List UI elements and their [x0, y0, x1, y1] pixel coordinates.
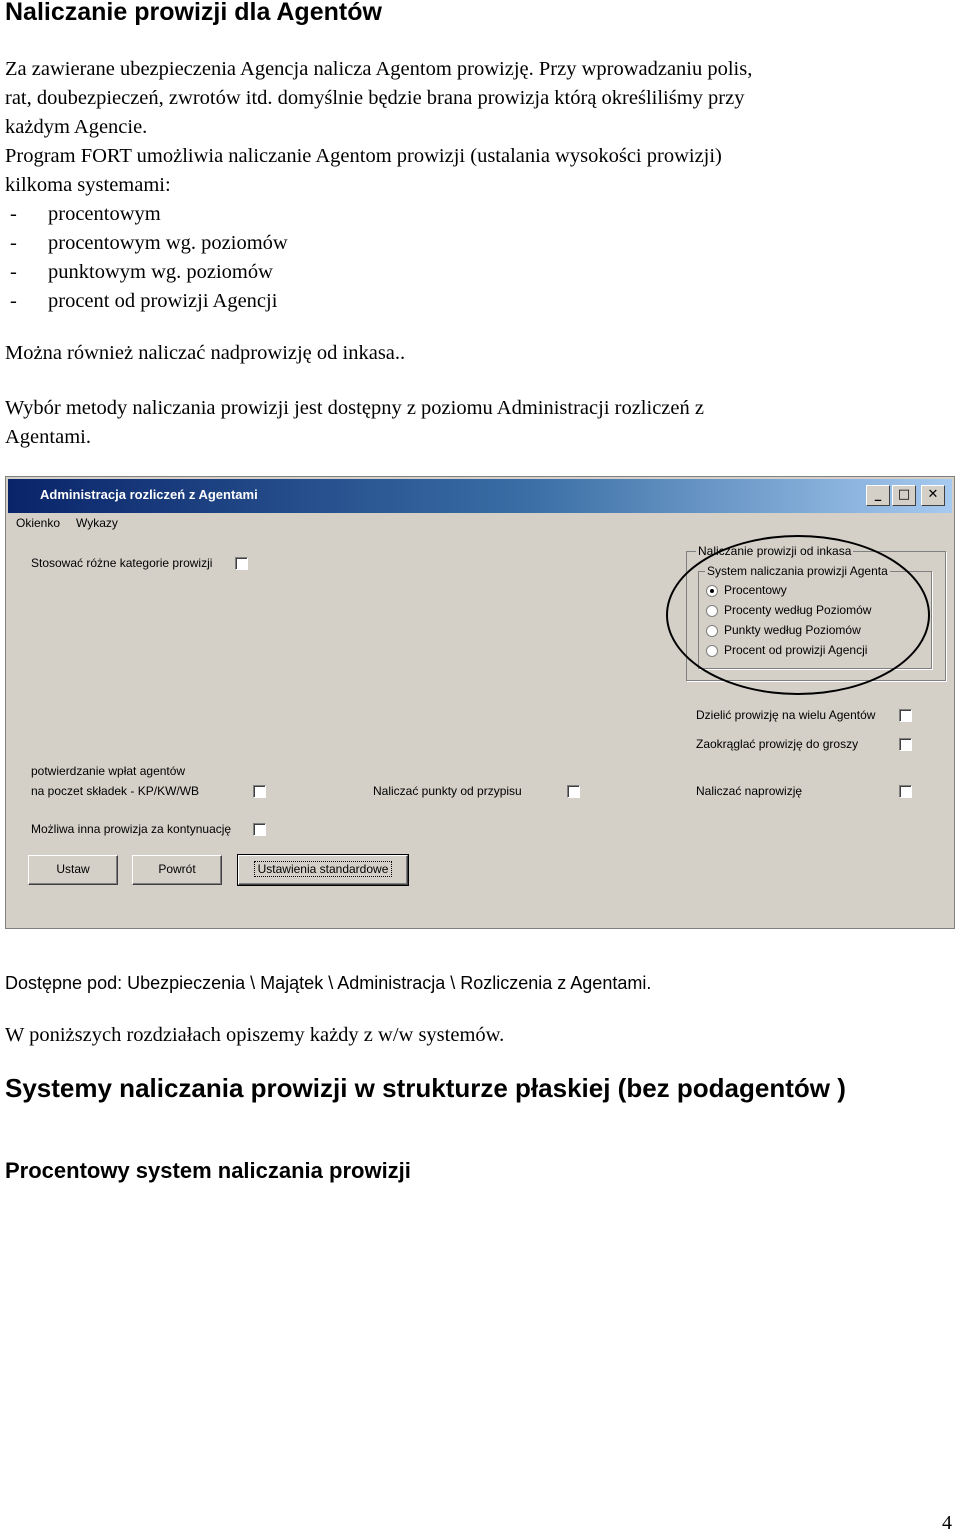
- list-dash: -: [10, 261, 17, 283]
- list-item: [0, 258, 600, 287]
- method-choice-line: Wybór metody naliczania prowizji jest dostępny z poziomu Administracji rozliczeń z: [5, 397, 704, 419]
- describe-note: W poniższych rozdziałach opiszemy każdy z w/w systemów.: [5, 1024, 505, 1046]
- radio-label: Punkty według Poziomów: [724, 623, 861, 637]
- list-item-text: procentowym wg. poziomów: [48, 232, 288, 254]
- minimize-icon[interactable]: _: [866, 485, 890, 506]
- window-titlebar: [8, 479, 952, 513]
- stosowac-checkbox[interactable]: [235, 557, 248, 570]
- list-item: [0, 200, 600, 229]
- close-icon[interactable]: ✕: [921, 485, 945, 506]
- zaokraglac-checkbox[interactable]: [899, 738, 912, 751]
- inkaso-group-label: Naliczanie prowizji od inkasa: [698, 544, 852, 558]
- dzielic-checkbox[interactable]: [899, 709, 912, 722]
- stosowac-label: Stosować różne kategorie prowizji: [31, 556, 213, 570]
- intro-line: każdym Agencie.: [5, 116, 148, 138]
- dzielic-label: Dzielić prowizję na wielu Agentów: [696, 708, 876, 722]
- menu-bar: [8, 513, 952, 535]
- zaokraglac-label: Zaokrąglać prowizję do groszy: [696, 737, 859, 751]
- naliczac-punkty-checkbox[interactable]: [567, 785, 580, 798]
- window-title: Administracja rozliczeń z Agentami: [40, 487, 258, 502]
- subsection-heading: Procentowy system naliczania prowizji: [5, 1158, 411, 1183]
- intro-line: Program FORT umożliwia naliczanie Agentom prowizji (ustalania wysokości prowizji): [5, 145, 722, 167]
- app-window: [5, 476, 955, 929]
- ustawienia-standardowe-label: Ustawienia standardowe: [254, 861, 393, 877]
- intro-line: rat, doubezpieczeń, zwrotów itd. domyślnie będzie brana prowizja którą określiliśmy przy: [5, 87, 745, 109]
- radio-label: Procentowy: [724, 583, 787, 597]
- section-heading: Systemy naliczania prowizji w strukturze płaskiej (bez podagentów ): [5, 1073, 846, 1103]
- maximize-icon[interactable]: □: [892, 485, 916, 506]
- menu-okienko[interactable]: Okienko: [16, 516, 61, 530]
- intro-line: kilkoma systemami:: [5, 174, 171, 196]
- ustawienia-standardowe-button[interactable]: [238, 855, 408, 885]
- list-dash: -: [10, 232, 17, 254]
- available-at: Dostępne pod: Ubezpieczenia \ Majątek \ Administracja \ Rozliczenia z Agentami.: [5, 973, 652, 993]
- potwierdzanie-label: potwierdzanie wpłat agentów: [31, 764, 186, 778]
- mozliwa-checkbox[interactable]: [253, 823, 266, 836]
- list-item-text: punktowym wg. poziomów: [48, 261, 273, 283]
- page-title: Naliczanie prowizji dla Agentów: [5, 0, 382, 26]
- mozliwa-label: Możliwa inna prowizja za kontynuację: [31, 822, 232, 836]
- extra-note: Można również naliczać nadprowizję od inkasa..: [5, 342, 406, 364]
- powrot-button[interactable]: Powrót: [132, 855, 222, 885]
- list-dash: -: [10, 290, 17, 312]
- system-group-label: System naliczania prowizji Agenta: [707, 564, 888, 578]
- list-item-text: procent od prowizji Agencji: [48, 290, 278, 312]
- naliczac-nadprowizje-label: Naliczać naprowizję: [696, 784, 803, 798]
- list-item: [0, 287, 600, 316]
- highlight-ellipse: [666, 535, 930, 695]
- list-dash: -: [10, 203, 17, 225]
- menu-wykazy[interactable]: Wykazy: [76, 516, 118, 530]
- radio-label: Procenty według Poziomów: [724, 603, 872, 617]
- potwierdzanie-checkbox[interactable]: [253, 785, 266, 798]
- potwierdzanie-label-2: na poczet składek - KP/KW/WB: [31, 784, 200, 798]
- naliczac-nadprowizje-checkbox[interactable]: [899, 785, 912, 798]
- page-number: 4: [942, 1512, 952, 1534]
- list-item: [0, 229, 600, 258]
- ustaw-button[interactable]: Ustaw: [28, 855, 118, 885]
- intro-line: Za zawierane ubezpieczenia Agencja nalicza Agentom prowizję. Przy wprowadzaniu polis,: [5, 58, 753, 80]
- method-choice-line: Agentami.: [5, 426, 91, 448]
- naliczac-punkty-label: Naliczać punkty od przypisu: [373, 784, 522, 798]
- radio-label: Procent od prowizji Agencji: [724, 643, 868, 657]
- list-item-text: procentowym: [48, 203, 161, 225]
